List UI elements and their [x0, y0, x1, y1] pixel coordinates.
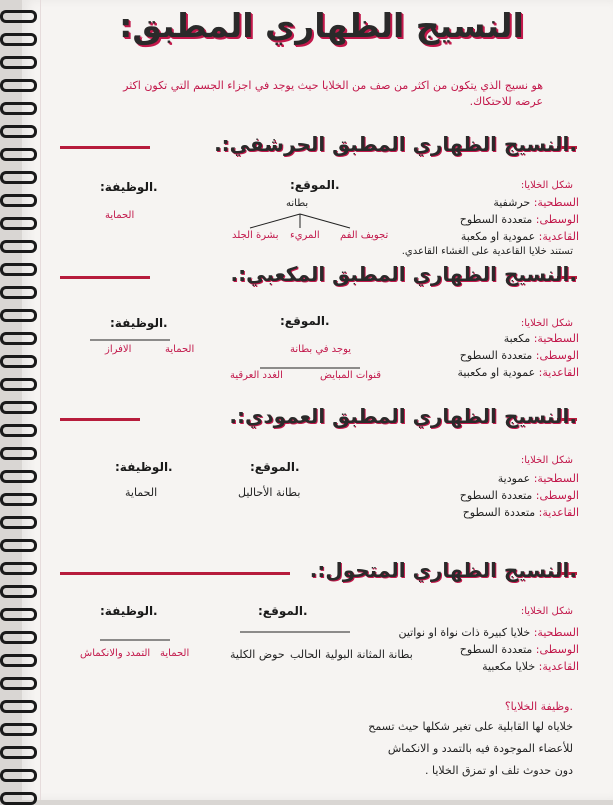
intro-text: هو نسيج الذي يتكون من اكثر من صف من الخلايا حيث يوجد في اجزاء الجسم التي تكون اكثر عرضه للاحتكاك. — [123, 79, 543, 108]
binding-ring — [8, 792, 37, 805]
margin-line — [40, 0, 41, 800]
binding-ring — [8, 355, 37, 368]
section-1-location-item: تجويف الفم — [340, 230, 389, 241]
section-1-shape-label: شكل الخلايا: — [520, 180, 573, 191]
section-3-function-item: الحماية — [125, 486, 158, 499]
shape-row: السطحية: مكعبة — [503, 332, 579, 345]
spiral-binding — [0, 0, 40, 800]
section-2-location-item: قنوات المبايض — [320, 370, 382, 381]
section-4-location-label: .الموقع: — [258, 604, 308, 618]
binding-ring — [8, 700, 37, 713]
binding-ring — [8, 194, 37, 207]
section-1-location-item: المريء — [290, 230, 320, 241]
binding-ring — [8, 631, 37, 644]
binding-ring — [8, 286, 37, 299]
section-1-title: .النسيج الظهاري المطبق الحرشفي:. — [214, 132, 577, 156]
section-rule — [60, 276, 150, 279]
binding-ring — [8, 746, 37, 759]
section-1-shape-list — [460, 196, 579, 247]
shape-row: الوسطى: متعددة السطوح — [459, 643, 579, 656]
binding-ring — [8, 10, 37, 23]
binding-ring — [8, 171, 37, 184]
binding-ring — [8, 217, 37, 230]
section-1-function-item: الحماية — [105, 210, 135, 221]
binding-ring — [8, 424, 37, 437]
shape-row: السطحية: حرشفية — [493, 196, 579, 209]
binding-ring — [8, 470, 37, 483]
section-3-location-root: بطانة الأحاليل — [238, 486, 301, 499]
section-1-location-item: بشرة الجلد — [232, 230, 279, 241]
binding-ring — [8, 102, 37, 115]
section-4-function-item: التمدد والانكماش — [80, 648, 151, 659]
section-2-function-item: الحماية — [165, 344, 195, 355]
binding-ring — [8, 401, 37, 414]
binding-ring — [8, 56, 37, 69]
section-4-shape-label: شكل الخلايا: — [520, 606, 573, 617]
shape-row: القاعدية: خلايا مكعبية — [482, 660, 579, 673]
section-4-title: .النسيج الظهاري المتحول:. — [309, 558, 577, 582]
shape-row: الوسطى: متعددة السطوح — [459, 349, 579, 362]
binding-ring — [8, 677, 37, 690]
binding-ring — [8, 723, 37, 736]
section-4-function-item: الحماية — [160, 648, 190, 659]
section-1-function-label: .الوظيفة: — [100, 180, 158, 194]
section-rule — [60, 418, 140, 421]
section-4-location-item: الحالب — [290, 648, 322, 661]
section-1-note: تستند خلايا القاعدية على الغشاء القاعدي. — [401, 246, 573, 257]
section-4-location-item: بطانة المثانة البولية — [325, 648, 413, 661]
section-4-location-item: حوض الكلية — [230, 648, 285, 661]
section-4-extra-line: دون حدوث تلف او تمزق الخلايا . — [425, 764, 573, 777]
section-4-extra-line: خلاياه لها القابلية على تغير شكلها حيث تسمح — [368, 720, 573, 733]
section-2-title: .النسيج الظهاري المطبق المكعبي:. — [230, 262, 577, 286]
section-3-title: .النسيج الظهاري المطبق العمودي:. — [229, 404, 577, 428]
binding-ring — [8, 378, 37, 391]
section-4-shape-list — [398, 626, 579, 677]
shape-row: السطحية: عمودية — [497, 472, 579, 485]
section-1-location-label: .الموقع: — [290, 178, 340, 192]
section-2-function-item: الافراز — [105, 344, 132, 355]
shape-row: القاعدية: عمودية او مكعبية — [457, 366, 579, 379]
section-3-shape-list — [460, 472, 579, 523]
section-3-function-label: .الوظيفة: — [115, 460, 173, 474]
section-2-shape-label: شكل الخلايا: — [520, 318, 573, 329]
section-2-location-root: يوجد في بطانة — [290, 344, 352, 355]
binding-ring — [8, 33, 37, 46]
binding-ring — [8, 539, 37, 552]
binding-ring — [8, 769, 37, 782]
binding-ring — [8, 309, 37, 322]
section-4-extra-title: .وظيفة الخلايا؟ — [504, 700, 573, 713]
binding-ring — [8, 263, 37, 276]
section-4-function-label: .الوظيفة: — [100, 604, 158, 618]
section-rule — [60, 572, 290, 575]
binding-ring — [8, 447, 37, 460]
section-rule — [60, 146, 150, 149]
section-2-location-item: الغدد العرقية — [230, 370, 283, 381]
section-3-shape-label: شكل الخلايا: — [520, 455, 573, 466]
shape-row: السطحية: خلايا كبيرة ذات نواة او نواتين — [398, 626, 579, 639]
binding-ring — [8, 240, 37, 253]
section-3-location-label: .الموقع: — [250, 460, 300, 474]
binding-ring — [8, 608, 37, 621]
binding-ring — [8, 148, 37, 161]
notebook-page — [22, 0, 613, 800]
page-title: النسيج الظهاري المطبق: — [119, 6, 524, 45]
binding-ring — [8, 125, 37, 138]
shape-row: الوسطى: متعددة السطوح — [459, 213, 579, 226]
section-2-location-label: .الموقع: — [280, 314, 330, 328]
section-1-location-root: بطانه — [286, 198, 309, 209]
binding-ring — [8, 585, 37, 598]
binding-ring — [8, 332, 37, 345]
binding-ring — [8, 493, 37, 506]
binding-ring — [8, 516, 37, 529]
shape-row: الوسطى: متعددة السطوح — [459, 489, 579, 502]
section-4-extra-line: للأعضاء الموجودة فيه بالتمدد و الانكماش — [387, 742, 573, 755]
shape-row: القاعدية: عمودية او مكعبة — [460, 230, 579, 243]
binding-ring — [8, 562, 37, 575]
binding-ring — [8, 654, 37, 667]
binding-ring — [8, 79, 37, 92]
shape-row: القاعدية: متعددة السطوح — [462, 506, 579, 519]
section-2-function-label: .الوظيفة: — [110, 316, 168, 330]
section-2-shape-list — [458, 332, 579, 383]
